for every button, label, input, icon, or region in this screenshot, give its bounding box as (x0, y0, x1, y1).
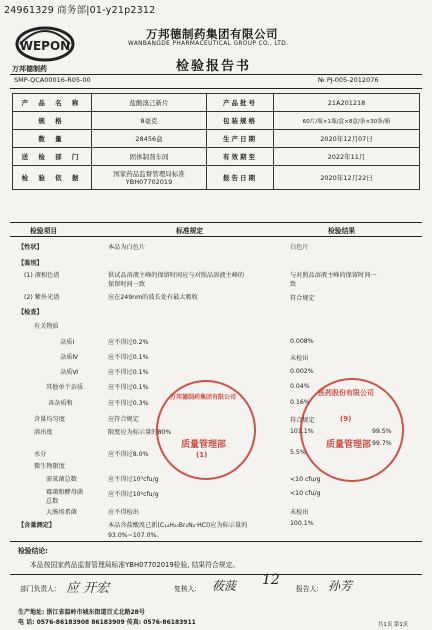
aerobic-label: 需氧菌总数 (46, 476, 77, 483)
report-title: 检验报告书 (176, 59, 252, 74)
quantity-value: 28456盒 (92, 130, 207, 148)
total-impurity-standard: 应不得过0.3% (108, 400, 149, 407)
basis-value-line2: YBH07702019 (125, 177, 173, 186)
mold-standard: 应不得过10²cfu/g (108, 491, 159, 498)
columns-divider-bottom (10, 236, 422, 237)
ident1-standard-1: 供试品溶液主峰的保留时间应与对照品溶液主峰的 (108, 272, 245, 279)
impurity1-label: 杂质Ⅰ (60, 339, 75, 346)
production-date-label: 生产日期 (207, 130, 274, 148)
doc-code: SMP-QCA00016-R05-00 (14, 76, 91, 84)
stamp-left-text: 万邦德制药集团有限公司 (170, 394, 237, 401)
water-label: 水分 (34, 451, 47, 458)
stamp-right-text: 医药股份有限公司 (318, 389, 374, 397)
stamp-right-num: (9) (340, 415, 352, 423)
page-indicator: 共1页 第1页 (378, 622, 409, 628)
phone-fax: 电 话: 0576-86183908 86183909 传真: 0576-86183911 (18, 619, 196, 626)
company-name-en: WANBANGDE PHARMACEUTICAL GROUP CO., LTD. (128, 41, 289, 47)
other-impurity-result: 0.04% (290, 383, 310, 390)
expiry-label: 有效期至 (207, 148, 274, 166)
logo-cn-name: 万邦德制药 (12, 65, 47, 73)
col-result-header: 检验结果 (328, 227, 356, 235)
production-date-value: 2020年12月07日 (274, 130, 420, 148)
header-divider-2 (10, 88, 422, 89)
dissolution-standard: 限度应为标示量的80% (108, 429, 172, 436)
appearance-standard: 本品为白色片 (108, 244, 146, 251)
mold-label-2: 总数 (46, 498, 59, 505)
impurity6-label: 杂质Ⅵ (60, 369, 79, 376)
total-impurity-result: 0.16% (290, 399, 310, 406)
col-standard-header: 标准规定 (176, 227, 204, 235)
impurity4-label: 杂质Ⅳ (60, 354, 79, 361)
dept-head-label: 部门负责人: (20, 585, 57, 593)
uniformity-label: 含量均匀度 (34, 416, 65, 423)
watermark-text: 24961329 商务部|01-y21p2312 (4, 5, 156, 16)
conclusion-text: 本品按国家药品监督管理局标准YBH07702019检验, 结果符合规定。 (30, 561, 240, 569)
basis-value-line1: 国家药品监督管理局标准 (113, 169, 185, 178)
spec-label: 规 格 (13, 112, 92, 130)
dissolution-result-1: 101.1% (290, 428, 314, 435)
appearance-label: 【性状】 (18, 244, 43, 251)
quantity-label: 数 量 (13, 130, 92, 148)
mold-label-1: 霉菌和酵母菌 (46, 489, 84, 496)
assay-standard-1: 本品含盐酸溴己新(C₁₄H₂₀Br₂N₂·HCl)应为标示量的 (108, 522, 248, 529)
factory-address: 生产地址: 浙江省温岭市城东街道百丈北路28号 (18, 609, 145, 616)
columns-divider-top (10, 222, 422, 223)
product-name-value: 盐酸溴己新片 (92, 94, 207, 112)
expiry-value: 2022年11月 (274, 148, 420, 166)
assay-label: 【含量测定】 (18, 522, 56, 529)
reviewer-label: 复核人: (174, 585, 197, 593)
reporter-signature: 孙芳 (328, 579, 353, 593)
ecoli-result: 未检出 (290, 509, 309, 516)
reporter-label: 报告人: (296, 585, 319, 593)
col-item-header: 检验项目 (30, 227, 58, 235)
impurity6-result: 0.002% (290, 368, 314, 375)
total-impurity-label: 各杂质和 (48, 400, 73, 407)
related-substances-label: 有关物质 (34, 323, 59, 330)
ecoli-label: 大肠埃希菌 (46, 509, 77, 516)
assay-standard-2: 93.0%~107.0%。 (108, 532, 163, 539)
signature-divider (10, 574, 422, 575)
dept-label: 送 检 部 门 (13, 148, 92, 166)
impurity6-standard: 应不得过0.1% (108, 369, 149, 376)
ident1-result-2: 致 (290, 281, 297, 288)
dissolution-result-3: 99.7% (372, 440, 392, 447)
impurity1-result: 0.008% (290, 338, 314, 345)
ident1-standard-2: 保留时间一致 (108, 281, 146, 288)
mold-result: <10 cfu/g (290, 490, 321, 497)
batch-label: 产品批号 (207, 94, 274, 112)
header-divider (10, 74, 422, 75)
other-impurity-label: 其他单个杂质 (46, 384, 84, 391)
check-label: 【检查】 (18, 309, 43, 316)
uniformity-standard: 应符合规定 (108, 416, 139, 423)
handwritten-number: 12 (262, 572, 280, 588)
company-name-cn: 万邦德制药集团有限公司 (146, 27, 278, 41)
ident2-standard: 应在249nm的波长处有最大吸收 (108, 294, 198, 301)
product-info-table (12, 93, 420, 190)
pack-label: 包装规格 (207, 112, 274, 130)
appearance-result: 白色片 (290, 244, 309, 251)
report-number: № PJ-005-2012076 (318, 76, 379, 84)
report-date-label: 报告日期 (207, 166, 274, 190)
identification-label: 【鉴别】 (18, 260, 43, 267)
uniformity-result: 符合规定 (290, 417, 315, 424)
water-result: 5.5% (290, 449, 306, 456)
ident2-result: 符合规定 (290, 295, 315, 302)
microbial-label: 微生物限度 (34, 463, 65, 470)
stamp-right-center: 质量管理部 (326, 440, 372, 450)
conclusion-divider (10, 541, 422, 542)
assay-result: 100.1% (290, 520, 314, 527)
impurity4-result: 未检出 (290, 355, 309, 362)
ident1-label: (1) 液相色谱 (24, 272, 60, 279)
basis-value (92, 166, 207, 190)
ident2-label: (2) 紫外光谱 (24, 294, 60, 301)
reviewer-signature: 莜菠 (212, 579, 237, 593)
basis-label: 检 验 依 据 (13, 166, 92, 190)
water-standard: 应不得过8.0% (108, 451, 149, 458)
pack-value: 60片/瓶×1瓶/盒×8盒/条×30条/箱 (274, 112, 420, 130)
report-date-value: 2020年12月22日 (274, 166, 420, 190)
other-impurity-standard: 应不得过0.1% (108, 384, 149, 391)
stamp-left-num: (1) (196, 451, 208, 459)
dissolution-label: 溶出度 (34, 429, 53, 436)
aerobic-result: <10 cfu/g (290, 476, 321, 483)
dept-value: 固体制剂车间 (92, 148, 207, 166)
svg-text:WEPON: WEPON (19, 39, 71, 53)
spec-value: 8毫克 (92, 112, 207, 130)
ident1-result-1: 与对照品溶液主峰的保留时间一 (290, 272, 377, 279)
conclusion-label: 检验结论: (18, 547, 48, 555)
ecoli-standard: 应不得检出 (108, 509, 139, 516)
aerobic-standard: 应不得过10³cfu/g (108, 476, 159, 483)
dissolution-result-2: 99.5% (372, 428, 392, 435)
batch-value: 21A201218 (274, 94, 420, 112)
impurity1-standard: 应不得过0.2% (108, 339, 149, 346)
dept-head-signature: 应 开宏 (66, 581, 110, 596)
product-name-label: 产 品 名 称 (13, 94, 92, 112)
impurity4-standard: 应不得过0.1% (108, 354, 149, 361)
stamp-left-center: 质量管理部 (181, 440, 227, 450)
